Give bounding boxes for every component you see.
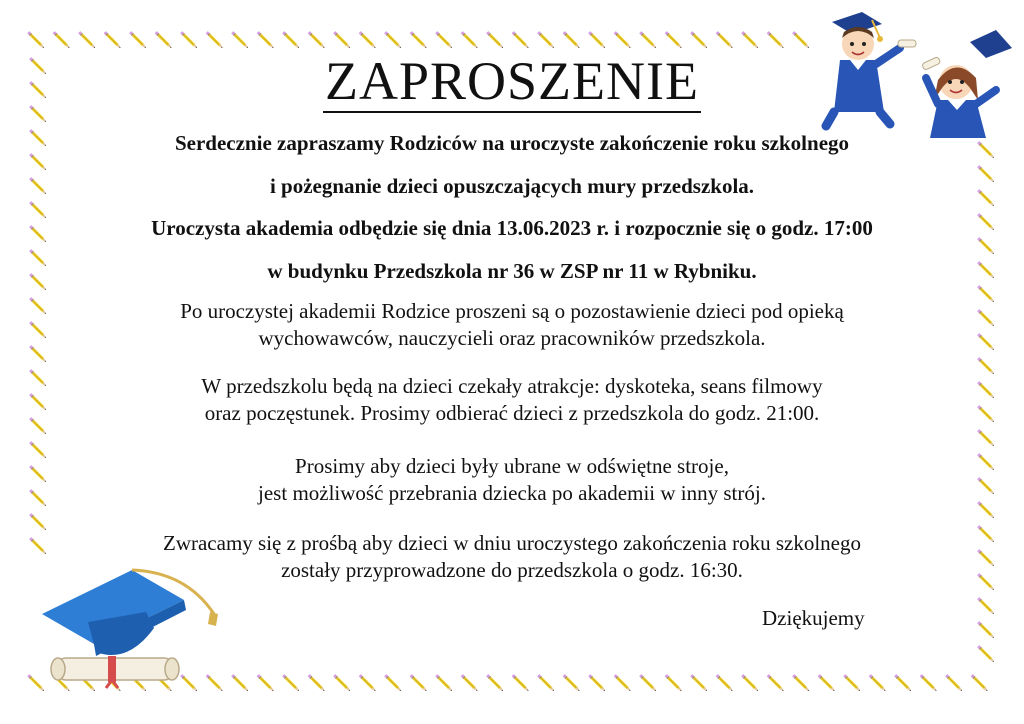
- invitation-title: ZAPROSZENIE: [325, 51, 699, 111]
- pencil-icon: [282, 31, 300, 49]
- pencil-icon: [333, 674, 351, 692]
- intro-line-3: Uroczysta akademia odbędzie się dnia 13.06.2023 r. i rozpocznie się o godz. 17:00: [151, 216, 873, 240]
- graduation-cap-illustration: [36, 552, 236, 690]
- pencil-icon: [894, 674, 912, 692]
- pencil-icon: [359, 31, 377, 49]
- graduate-girl: [922, 30, 1012, 138]
- pencil-icon: [614, 31, 632, 49]
- pencil-icon: [537, 674, 555, 692]
- pencil-icon: [155, 31, 173, 49]
- pencil-icon: [461, 31, 479, 49]
- pencil-icon: [461, 674, 479, 692]
- pencil-icon: [384, 31, 402, 49]
- pencil-icon: [486, 31, 504, 49]
- pencil-icon: [945, 674, 963, 692]
- paragraph-line: Prosimy aby dzieci były ubrane w odświętne stroje,: [295, 454, 729, 478]
- pencil-icon: [206, 31, 224, 49]
- graduate-boy: [826, 12, 916, 126]
- graduation-cap-icon: [42, 570, 218, 656]
- pencil-icon: [129, 31, 147, 49]
- paragraph-line: oraz poczęstunek. Prosimy odbierać dzieci z przedszkola do godz. 21:00.: [204, 401, 820, 425]
- pencil-icon: [359, 674, 377, 692]
- closing-thanks: Dziękujemy: [762, 606, 865, 630]
- pencil-icon: [767, 31, 785, 49]
- pencil-icon: [333, 31, 351, 49]
- pencil-icon: [665, 674, 683, 692]
- pencil-icon: [977, 429, 995, 447]
- pencil-icon: [282, 674, 300, 692]
- pencil-icon: [818, 674, 836, 692]
- paragraph-line: wychowawców, nauczycieli oraz pracowników przedszkola.: [258, 326, 766, 350]
- pencil-icon: [869, 674, 887, 692]
- pencil-icon: [920, 674, 938, 692]
- paragraph-dress-code: [30, 453, 994, 507]
- pencil-icon: [512, 31, 530, 49]
- pencil-icon: [27, 31, 45, 49]
- paragraph-after-ceremony: [30, 298, 994, 352]
- pencil-icon: [690, 31, 708, 49]
- pencil-icon: [977, 621, 995, 639]
- pencil-icon: [537, 31, 555, 49]
- paragraph-line: Zwracamy się z prośbą aby dzieci w dniu uroczystego zakończenia roku szkolnego: [163, 531, 861, 555]
- diploma-scroll-icon: [51, 656, 179, 688]
- graduate-children-illustration: [820, 8, 1016, 140]
- pencil-icon: [29, 513, 47, 531]
- pencil-icon: [563, 674, 581, 692]
- pencil-icon: [977, 645, 995, 663]
- pencil-icon: [104, 31, 122, 49]
- pencil-icon: [690, 674, 708, 692]
- paragraph-line: zostały przyprowadzone do przedszkola o godz. 16:30.: [281, 558, 743, 582]
- pencil-icon: [977, 597, 995, 615]
- pencil-icon: [741, 674, 759, 692]
- paragraph-line: W przedszkolu będą na dzieci czekały atrakcje: dyskoteka, seans filmowy: [201, 374, 823, 398]
- pencil-icon: [792, 31, 810, 49]
- pencil-icon: [410, 674, 428, 692]
- paragraph-line: jest możliwość przebrania dziecka po akademii w inny strój.: [258, 481, 766, 505]
- pencil-icon: [767, 674, 785, 692]
- pencil-icon: [741, 31, 759, 49]
- pencil-icon: [257, 674, 275, 692]
- pencil-icon: [639, 31, 657, 49]
- pencil-icon: [716, 31, 734, 49]
- pencil-icon: [308, 674, 326, 692]
- pencil-icon: [410, 31, 428, 49]
- pencil-icon: [384, 674, 402, 692]
- pencil-icon: [78, 31, 96, 49]
- pencil-icon: [639, 674, 657, 692]
- paragraph-line: Po uroczystej akademii Rodzice proszeni są o pozostawienie dzieci pod opieką: [180, 299, 844, 323]
- pencil-icon: [588, 31, 606, 49]
- pencil-icon: [563, 31, 581, 49]
- pencil-icon: [53, 31, 71, 49]
- pencil-icon: [257, 31, 275, 49]
- pencil-icon: [665, 31, 683, 49]
- paragraph-attractions: [30, 373, 994, 427]
- pencil-icon: [614, 674, 632, 692]
- pencil-icon: [231, 31, 249, 49]
- pencil-icon: [308, 31, 326, 49]
- pencil-icon: [843, 674, 861, 692]
- pencil-icon: [716, 674, 734, 692]
- pencil-icon: [512, 674, 530, 692]
- pencil-icon: [792, 674, 810, 692]
- pencil-icon: [180, 31, 198, 49]
- pencil-icon: [435, 674, 453, 692]
- pencil-icon: [971, 674, 989, 692]
- intro-line-1: Serdecznie zapraszamy Rodziców na uroczyste zakończenie roku szkolnego: [174, 131, 850, 155]
- intro-line-2: i pożegnanie dzieci opuszczających mury przedszkola.: [269, 174, 755, 198]
- pencil-icon: [486, 674, 504, 692]
- pencil-icon: [435, 31, 453, 49]
- intro-line-4: w budynku Przedszkola nr 36 w ZSP nr 11 w Rybniku.: [267, 259, 757, 283]
- pencil-icon: [588, 674, 606, 692]
